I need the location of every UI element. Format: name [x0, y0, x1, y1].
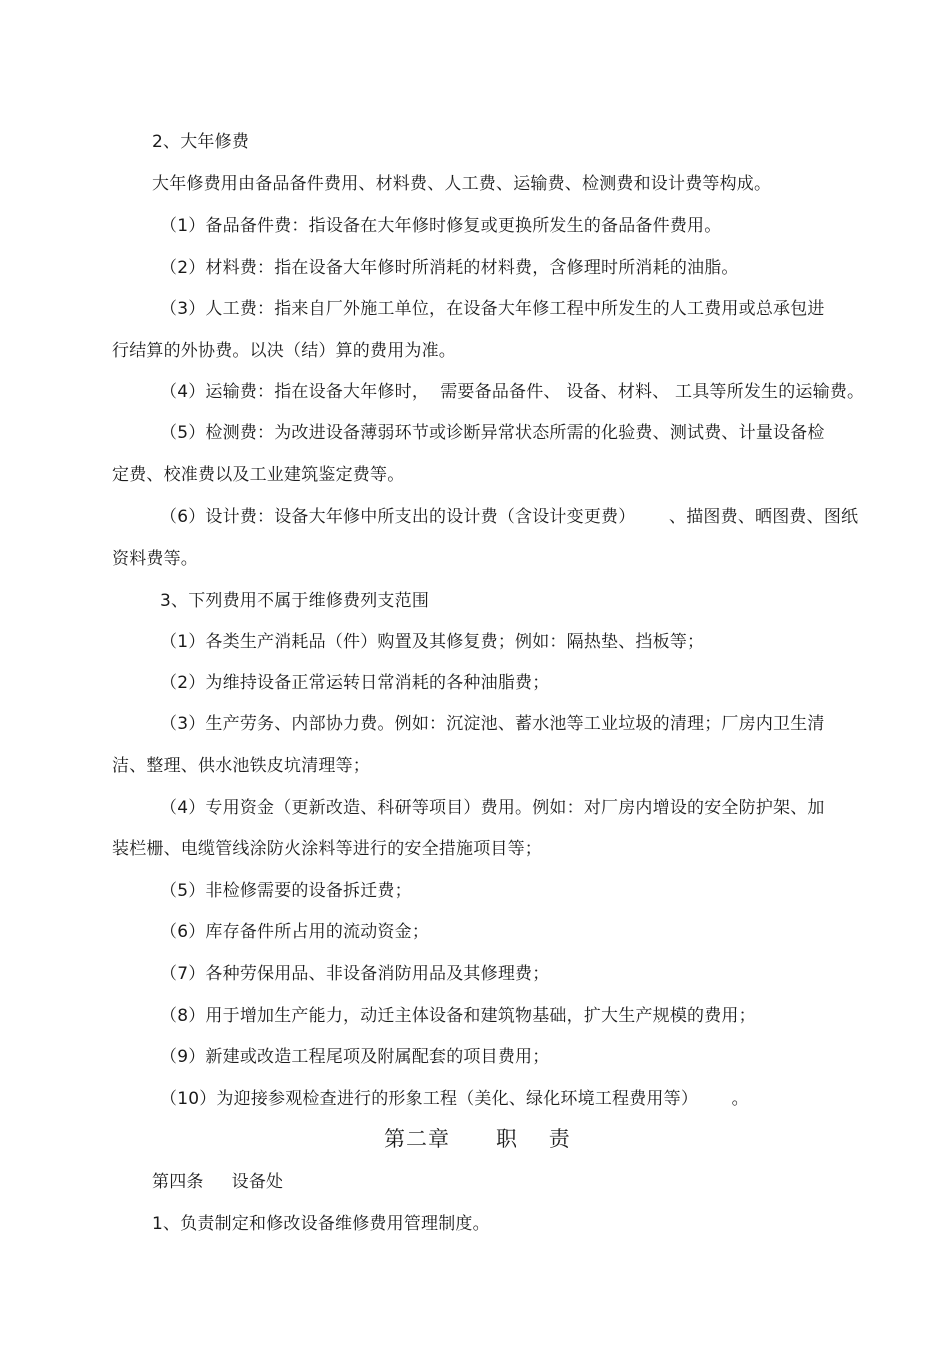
list-item: （8）用于增加生产能力，动迁主体设备和建筑物基础，扩大生产规模的费用；	[160, 1006, 756, 1026]
list-item: （5）检测费：为改进设备薄弱环节或诊断异常状态所需的化验费、测试费、计量设备检	[160, 423, 825, 443]
section-heading-excluded-costs: 3、下列费用不属于维修费列支范围	[160, 591, 430, 611]
section-heading-annual-repair: 2、大年修费	[152, 132, 250, 152]
chapter-title: 第二章 职 责	[384, 1127, 571, 1151]
paragraph-line: 大年修费用由备品备件费用、材料费、人工费、运输费、检测费和设计费等构成。	[152, 174, 772, 194]
article-heading: 第四条 设备处	[152, 1172, 284, 1192]
list-item-continuation: 定费、校准费以及工业建筑鉴定费等。	[112, 465, 405, 485]
list-item: （10）为迎接参观检查进行的形象工程（美化、绿化环境工程费用等） 。	[160, 1089, 749, 1109]
list-item: （3）人工费：指来自厂外施工单位，在设备大年修工程中所发生的人工费用或总承包进	[160, 299, 825, 319]
list-item: （1）各类生产消耗品（件）购置及其修复费；例如：隔热垫、挡板等；	[160, 632, 705, 652]
list-item: （1）备品备件费：指设备在大年修时修复或更换所发生的备品备件费用。	[160, 216, 722, 236]
list-item: （3）生产劳务、内部协力费。例如：沉淀池、蓄水池等工业垃圾的清理；厂房内卫生清	[160, 714, 825, 734]
list-item: （7）各种劳保用品、非设备消防用品及其修理费；	[160, 964, 550, 984]
paragraph-line: 1、负责制定和修改设备维修费用管理制度。	[152, 1214, 490, 1234]
list-item-continuation: 资料费等。	[112, 549, 198, 569]
list-item-continuation: 行结算的外协费。以决（结）算的费用为准。	[112, 341, 456, 361]
list-item: （4）运输费：指在设备大年修时， 需要备品备件、 设备、材料、 工具等所发生的运输费。	[160, 382, 865, 402]
list-item: （2）为维持设备正常运转日常消耗的各种油脂费；	[160, 673, 550, 693]
list-item-continuation: 洁、整理、供水池铁皮坑清理等；	[112, 756, 370, 776]
list-item: （6）库存备件所占用的流动资金；	[160, 922, 430, 942]
list-item: （2）材料费：指在设备大年修时所消耗的材料费，含修理时所消耗的油脂。	[160, 258, 739, 278]
list-item: （6）设计费：设备大年修中所支出的设计费（含设计变更费） 、描图费、晒图费、图纸	[160, 507, 859, 527]
list-item: （5）非检修需要的设备拆迁费；	[160, 881, 412, 901]
list-item-continuation: 装栏栅、电缆管线涂防火涂料等进行的安全措施项目等；	[112, 839, 542, 859]
list-item: （9）新建或改造工程尾项及附属配套的项目费用；	[160, 1047, 550, 1067]
list-item: （4）专用资金（更新改造、科研等项目）费用。例如：对厂房内增设的安全防护架、加	[160, 798, 825, 818]
